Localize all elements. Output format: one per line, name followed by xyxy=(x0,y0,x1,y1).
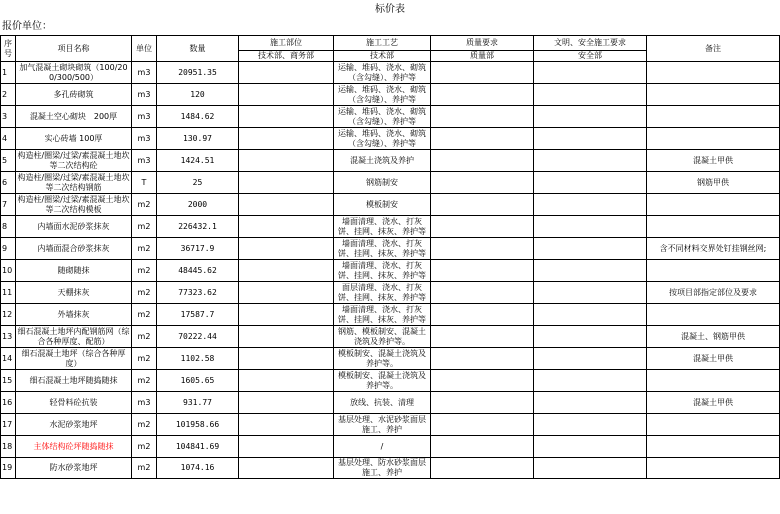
cell-quantity: 48445.62 xyxy=(157,260,239,282)
cell-quantity: 77323.62 xyxy=(157,282,239,304)
cell-item-name: 细石混凝土地坪（综合各种厚度） xyxy=(16,348,132,370)
cell-item-name: 轻骨料砼抗装 xyxy=(16,392,132,414)
cell-quality xyxy=(431,458,534,479)
cell-quantity: 104841.69 xyxy=(157,436,239,458)
cell-item-name: 主体结构砼坪随捣随抹 xyxy=(16,436,132,458)
header-dept: 施工部位 xyxy=(239,36,334,51)
cell-seq: 18 xyxy=(1,436,16,458)
cell-unit: m3 xyxy=(132,62,157,84)
cell-dept xyxy=(239,150,334,172)
cell-process: 模板制安、混凝土浇筑及养护等。 xyxy=(334,348,431,370)
cell-remark xyxy=(647,414,780,436)
cell-safety xyxy=(534,260,647,282)
cell-safety xyxy=(534,194,647,216)
header-unit: 单位 xyxy=(132,36,157,62)
cell-safety xyxy=(534,84,647,106)
cell-dept xyxy=(239,392,334,414)
cell-safety xyxy=(534,458,647,479)
cell-seq: 10 xyxy=(1,260,16,282)
cell-dept xyxy=(239,260,334,282)
header-quantity: 数量 xyxy=(157,36,239,62)
cell-process: 墙面清理、浇水、打灰饼、挂网、抹灰、养护等 xyxy=(334,304,431,326)
cell-item-name: 混凝土空心砌块 200厚 xyxy=(16,106,132,128)
cell-quality xyxy=(431,304,534,326)
cell-seq: 17 xyxy=(1,414,16,436)
cell-item-name: 多孔砖砌筑 xyxy=(16,84,132,106)
cell-safety xyxy=(534,172,647,194)
header-process-sub: 技术部 xyxy=(334,51,431,62)
table-row xyxy=(1,128,780,150)
table-row xyxy=(1,172,780,194)
header-quality: 质量要求 xyxy=(431,36,534,51)
cell-quality xyxy=(431,326,534,348)
cell-seq: 16 xyxy=(1,392,16,414)
cell-unit: m2 xyxy=(132,458,157,479)
cell-quality xyxy=(431,260,534,282)
table-row xyxy=(1,348,780,370)
cell-safety xyxy=(534,62,647,84)
cell-dept xyxy=(239,326,334,348)
cell-seq: 13 xyxy=(1,326,16,348)
cell-safety xyxy=(534,282,647,304)
cell-item-name: 加气混凝土砌块砌筑（100/200/300/500） xyxy=(16,62,132,84)
cell-safety xyxy=(534,304,647,326)
cell-safety xyxy=(534,216,647,238)
cell-remark: 按项目部指定部位及要求 xyxy=(647,282,780,304)
table-row xyxy=(1,458,780,479)
cell-safety xyxy=(534,414,647,436)
cell-quality xyxy=(431,106,534,128)
cell-seq: 7 xyxy=(1,194,16,216)
cell-quality xyxy=(431,436,534,458)
cell-remark xyxy=(647,84,780,106)
cell-quality xyxy=(431,238,534,260)
cell-remark xyxy=(647,106,780,128)
cell-remark xyxy=(647,62,780,84)
cell-remark: 混凝土甲供 xyxy=(647,150,780,172)
cell-dept xyxy=(239,304,334,326)
cell-quality xyxy=(431,194,534,216)
table-row xyxy=(1,84,780,106)
cell-unit: m2 xyxy=(132,216,157,238)
cell-process: 运输、堆码、浇水、砌筑（含勾缝）、养护等 xyxy=(334,106,431,128)
cell-seq: 14 xyxy=(1,348,16,370)
cell-seq: 11 xyxy=(1,282,16,304)
cell-seq: 6 xyxy=(1,172,16,194)
cell-dept xyxy=(239,216,334,238)
table-row xyxy=(1,370,780,392)
cell-item-name: 细石混凝土地坪内配钢筋网（综合各种厚度、配筋） xyxy=(17,326,130,346)
cell-quality xyxy=(431,216,534,238)
cell-dept xyxy=(239,348,334,370)
cell-quantity: 1102.58 xyxy=(157,348,239,370)
cell-remark: 混凝土甲供 xyxy=(647,392,780,414)
price-table xyxy=(0,35,780,479)
cell-quantity: 36717.9 xyxy=(157,238,239,260)
cell-safety xyxy=(534,348,647,370)
cell-unit: T xyxy=(132,172,157,194)
cell-quality xyxy=(431,84,534,106)
cell-remark: 含不同材料交界处钉挂钢丝网; xyxy=(647,238,780,260)
cell-process: 运输、堆码、浇水、砌筑（含勾缝）、养护等 xyxy=(334,62,431,84)
cell-item-name: 细石混凝土地坪随捣随抹 xyxy=(16,370,132,392)
cell-item-name: 构造柱/圈梁/过梁/素混凝土地坎等二次结构砼 xyxy=(17,150,130,170)
cell-quality xyxy=(431,62,534,84)
cell-process: 钢筋制安 xyxy=(334,172,431,194)
cell-quantity: 70222.44 xyxy=(157,326,239,348)
cell-seq: 1 xyxy=(1,62,16,84)
cell-safety xyxy=(534,436,647,458)
cell-item-name: 水泥砂浆地坪 xyxy=(16,414,132,436)
cell-quality xyxy=(431,150,534,172)
cell-unit: m2 xyxy=(132,194,157,216)
cell-process: 墙面清理、浇水、打灰饼、挂网、抹灰、养护等 xyxy=(334,260,431,282)
cell-seq: 3 xyxy=(1,106,16,128)
cell-quantity: 101958.66 xyxy=(157,414,239,436)
cell-unit: m3 xyxy=(132,150,157,172)
cell-seq: 8 xyxy=(1,216,16,238)
cell-dept xyxy=(239,62,334,84)
cell-unit: m2 xyxy=(132,304,157,326)
cell-process: 模板制安 xyxy=(334,194,431,216)
cell-quantity: 2000 xyxy=(157,194,239,216)
cell-process: 放线、抗装、清理 xyxy=(334,392,431,414)
cell-quality xyxy=(431,348,534,370)
cell-dept xyxy=(239,436,334,458)
cell-item-name: 内墙面混合砂浆抹灰 xyxy=(16,238,132,260)
cell-remark xyxy=(647,260,780,282)
cell-remark xyxy=(647,128,780,150)
cell-quantity: 931.77 xyxy=(157,392,239,414)
cell-remark: 钢筋甲供 xyxy=(647,172,780,194)
cell-unit: m2 xyxy=(132,348,157,370)
cell-item-name: 实心砖墙 100厚 xyxy=(16,128,132,150)
cell-item-name: 构造柱/圈梁/过梁/素混凝土地坎等二次结构模板 xyxy=(17,194,130,214)
cell-dept xyxy=(239,128,334,150)
cell-quality xyxy=(431,392,534,414)
header-dept-sub: 技术部、商务部 xyxy=(239,51,334,62)
cell-remark xyxy=(647,304,780,326)
cell-process: 墙面清理、浇水、打灰饼、挂网、抹灰、养护等 xyxy=(334,216,431,238)
cell-seq: 9 xyxy=(1,238,16,260)
cell-remark xyxy=(647,436,780,458)
cell-process: 混凝土浇筑及养护 xyxy=(334,150,431,172)
cell-process: 模板制安、混凝土浇筑及养护等。 xyxy=(334,370,431,392)
header-row xyxy=(1,36,780,51)
cell-quantity: 1605.65 xyxy=(157,370,239,392)
cell-unit: m2 xyxy=(132,238,157,260)
cell-seq: 4 xyxy=(1,128,16,150)
table-row xyxy=(1,150,780,172)
table-row xyxy=(1,392,780,414)
header-seq: 序号 xyxy=(1,36,16,62)
table-row xyxy=(1,282,780,304)
cell-safety xyxy=(534,370,647,392)
bid-unit-label: 报价单位： xyxy=(2,21,52,32)
cell-quality xyxy=(431,370,534,392)
cell-remark xyxy=(647,194,780,216)
cell-dept xyxy=(239,414,334,436)
header-safety-sub: 安全部 xyxy=(534,51,647,62)
cell-quantity: 226432.1 xyxy=(157,216,239,238)
cell-process: 运输、堆码、浇水、砌筑（含勾缝）、养护等 xyxy=(334,128,431,150)
table-row xyxy=(1,436,780,458)
cell-quantity: 120 xyxy=(157,84,239,106)
table-row xyxy=(1,260,780,282)
cell-dept xyxy=(239,194,334,216)
cell-dept xyxy=(239,238,334,260)
cell-process: 运输、堆码、浇水、砌筑（含勾缝）、养护等 xyxy=(334,84,431,106)
cell-quantity: 20951.35 xyxy=(157,62,239,84)
cell-dept xyxy=(239,370,334,392)
cell-quantity: 1424.51 xyxy=(157,150,239,172)
cell-remark xyxy=(647,216,780,238)
cell-quality xyxy=(431,172,534,194)
header-process: 施工工艺 xyxy=(334,36,431,51)
cell-quantity: 1484.62 xyxy=(157,106,239,128)
cell-safety xyxy=(534,392,647,414)
header-quality-sub: 质量部 xyxy=(431,51,534,62)
table-row xyxy=(1,238,780,260)
cell-seq: 19 xyxy=(1,458,16,479)
cell-process: 面层清理、浇水、打灰饼、挂网、抹灰、养护等 xyxy=(334,282,431,304)
cell-quantity: 1074.16 xyxy=(157,458,239,479)
cell-item-name: 天棚抹灰 xyxy=(16,282,132,304)
cell-dept xyxy=(239,84,334,106)
cell-item-name: 构造柱/圈梁/过梁/素混凝土地坎等二次结构钢筋 xyxy=(17,172,130,192)
cell-remark xyxy=(647,370,780,392)
cell-safety xyxy=(534,238,647,260)
header-safety: 文明、安全施工要求 xyxy=(534,36,647,51)
cell-remark: 混凝土、钢筋甲供 xyxy=(647,326,780,348)
cell-item-name: 内墙面水泥砂浆抹灰 xyxy=(16,216,132,238)
cell-seq: 2 xyxy=(1,84,16,106)
table-row xyxy=(1,304,780,326)
cell-quality xyxy=(431,282,534,304)
cell-process: 基层处理、防水砂浆面层施工、养护 xyxy=(334,458,431,479)
cell-quality xyxy=(431,128,534,150)
cell-process: / xyxy=(334,436,431,458)
cell-process: 墙面清理、浇水、打灰饼、挂网、抹灰、养护等 xyxy=(334,238,431,260)
cell-unit: m2 xyxy=(132,436,157,458)
table-row xyxy=(1,106,780,128)
cell-safety xyxy=(534,106,647,128)
cell-process: 基层处理、水泥砂浆面层施工、养护 xyxy=(334,414,431,436)
cell-quantity: 25 xyxy=(157,172,239,194)
cell-remark: 混凝土甲供 xyxy=(647,348,780,370)
cell-unit: m2 xyxy=(132,414,157,436)
cell-unit: m3 xyxy=(132,128,157,150)
cell-dept xyxy=(239,458,334,479)
header-item-name: 项目名称 xyxy=(16,36,132,62)
cell-unit: m2 xyxy=(132,282,157,304)
cell-item-name: 随砌随抹 xyxy=(16,260,132,282)
header-remark: 备注 xyxy=(647,36,780,62)
cell-seq: 12 xyxy=(1,304,16,326)
table-row xyxy=(1,414,780,436)
cell-safety xyxy=(534,326,647,348)
table-row xyxy=(1,62,780,84)
cell-item-name: 外墙抹灰 xyxy=(16,304,132,326)
cell-quantity: 130.97 xyxy=(157,128,239,150)
cell-quantity: 17587.7 xyxy=(157,304,239,326)
cell-seq: 15 xyxy=(1,370,16,392)
cell-dept xyxy=(239,282,334,304)
cell-dept xyxy=(239,106,334,128)
cell-unit: m2 xyxy=(132,260,157,282)
cell-unit: m3 xyxy=(132,84,157,106)
cell-remark xyxy=(647,458,780,479)
cell-safety xyxy=(534,128,647,150)
cell-unit: m2 xyxy=(132,370,157,392)
cell-dept xyxy=(239,172,334,194)
cell-unit: m2 xyxy=(132,326,157,348)
cell-safety xyxy=(534,150,647,172)
cell-unit: m3 xyxy=(132,392,157,414)
sheet-title: 标价表 xyxy=(375,4,405,15)
table-row xyxy=(1,326,780,348)
cell-quality xyxy=(431,414,534,436)
cell-seq: 5 xyxy=(1,150,16,172)
table-row xyxy=(1,194,780,216)
cell-process: 钢筋、模板制安、混凝土浇筑及养护等。 xyxy=(334,326,431,348)
cell-unit: m3 xyxy=(132,106,157,128)
table-row xyxy=(1,216,780,238)
cell-item-name: 防水砂浆地坪 xyxy=(16,458,132,479)
